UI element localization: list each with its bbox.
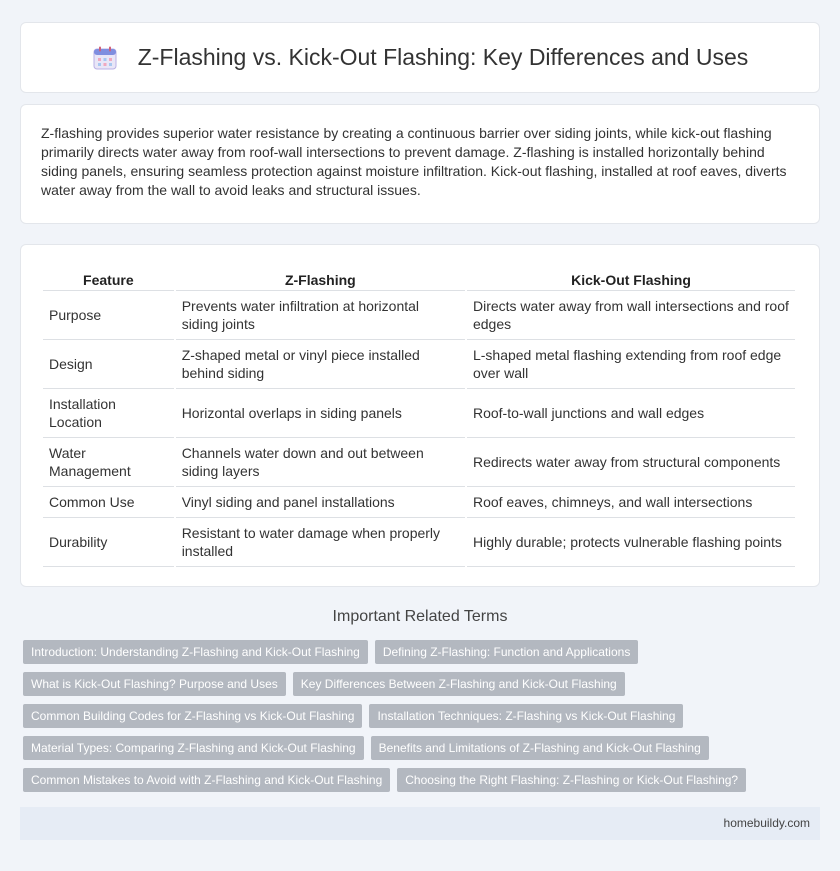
table-row: [43, 291, 795, 340]
related-term-tag[interactable]: Common Mistakes to Avoid with Z-Flashing and Kick-Out Flashing: [23, 768, 390, 792]
table-cell-z-flashing: Z-shaped metal or vinyl piece installed behind siding: [176, 340, 465, 389]
comparison-table-card: [20, 244, 820, 587]
table-cell-feature: Design: [43, 340, 174, 389]
tag-row: [23, 736, 823, 760]
table-cell-feature: Durability: [43, 518, 174, 567]
table-cell-z-flashing: Vinyl siding and panel installations: [176, 487, 465, 518]
table-cell-kick-out: L-shaped metal flashing extending from roof edge over wall: [467, 340, 795, 389]
table-cell-kick-out: Roof eaves, chimneys, and wall intersections: [467, 487, 795, 518]
table-cell-z-flashing: Horizontal overlaps in siding panels: [176, 389, 465, 438]
table-header-row: [43, 265, 795, 291]
table-cell-feature: Water Management: [43, 438, 174, 487]
tag-row: [23, 768, 823, 792]
table-row: [43, 518, 795, 567]
table-row: [43, 438, 795, 487]
table-cell-feature: Installation Location: [43, 389, 174, 438]
related-term-tag[interactable]: Material Types: Comparing Z-Flashing and Kick-Out Flashing: [23, 736, 364, 760]
tag-row: [23, 672, 823, 696]
related-term-tag[interactable]: Benefits and Limitations of Z-Flashing and Kick-Out Flashing: [371, 736, 709, 760]
footer: [20, 807, 820, 840]
related-term-tag[interactable]: Introduction: Understanding Z-Flashing and Kick-Out Flashing: [23, 640, 368, 664]
table-row: [43, 340, 795, 389]
comparison-table: [41, 265, 797, 567]
table-cell-feature: Common Use: [43, 487, 174, 518]
table-row: [43, 389, 795, 438]
footer-site-link[interactable]: homebuildy.com: [723, 816, 810, 830]
related-term-tag[interactable]: Defining Z-Flashing: Function and Applications: [375, 640, 638, 664]
header-z-flashing: Z-Flashing: [176, 265, 465, 291]
related-term-tag[interactable]: Common Building Codes for Z-Flashing vs Kick-Out Flashing: [23, 704, 362, 728]
tag-row: [23, 704, 823, 728]
calendar-icon: [92, 45, 118, 71]
table-cell-feature: Purpose: [43, 291, 174, 340]
header-feature: Feature: [43, 265, 174, 291]
table-cell-kick-out: Roof-to-wall junctions and wall edges: [467, 389, 795, 438]
table-cell-kick-out: Redirects water away from structural components: [467, 438, 795, 487]
related-term-tag[interactable]: Key Differences Between Z-Flashing and Kick-Out Flashing: [293, 672, 625, 696]
related-term-tag[interactable]: What is Kick-Out Flashing? Purpose and Uses: [23, 672, 286, 696]
table-cell-z-flashing: Resistant to water damage when properly installed: [176, 518, 465, 567]
related-term-tag[interactable]: Choosing the Right Flashing: Z-Flashing or Kick-Out Flashing?: [397, 768, 746, 792]
table-row: [43, 487, 795, 518]
intro-text: Z-flashing provides superior water resistance by creating a continuous barrier over siding joints, while kick-out flashing primarily directs water away from roof-wall intersections to prevent damage. Z-flashing is installed horizontally behind siding panels, ensuring seamless protection against moisture infiltration. Kick-out flashing, installed at roof eaves, diverts water away from the wall to avoid leaks and structural issues.: [41, 125, 787, 198]
tag-row: [23, 640, 823, 664]
related-terms-list: [23, 640, 823, 800]
page-title: Z-Flashing vs. Kick-Out Flashing: Key Differences and Uses: [137, 44, 749, 70]
intro-card: [20, 104, 820, 224]
table-cell-z-flashing: Channels water down and out between siding layers: [176, 438, 465, 487]
related-terms-title: Important Related Terms: [332, 608, 508, 625]
table-cell-z-flashing: Prevents water infiltration at horizontal siding joints: [176, 291, 465, 340]
header-kick-out-flashing: Kick-Out Flashing: [467, 265, 795, 291]
table-cell-kick-out: Highly durable; protects vulnerable flashing points: [467, 518, 795, 567]
table-cell-kick-out: Directs water away from wall intersections and roof edges: [467, 291, 795, 340]
related-term-tag[interactable]: Installation Techniques: Z-Flashing vs Kick-Out Flashing: [369, 704, 683, 728]
header-card: [20, 22, 820, 93]
